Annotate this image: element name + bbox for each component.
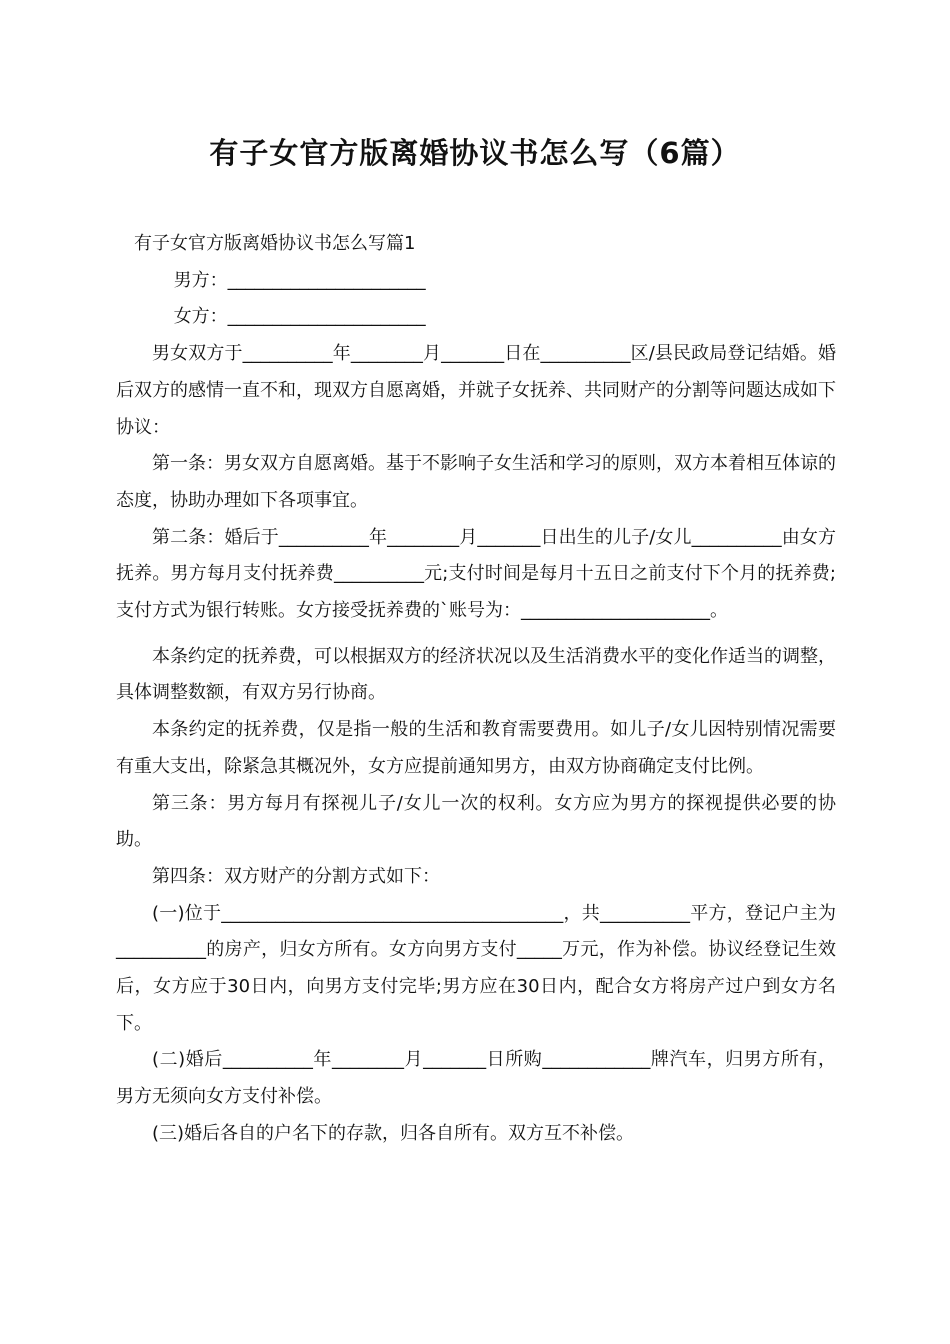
section-heading: 有子女官方版离婚协议书怎么写篇1: [134, 233, 416, 254]
paragraph-support-scope: 本条约定的抚养费，仅是指一般的生活和教育需要费用。如儿子/女儿因特别情况需要有重大支出，除紧急其概况外，女方应提前通知男方，由双方协商确定支付比例。: [116, 719, 836, 777]
document-title: 有子女官方版离婚协议书怎么写（6篇）: [209, 136, 741, 170]
paragraph-property-car: (二)婚后__________年________月_______日所购____________牌汽车，归男方所有，男方无须向女方支付补偿。: [116, 1049, 836, 1108]
paragraph-property-savings: (三)婚后各自的户名下的存款，归各自所有。双方互不补偿。: [152, 1122, 635, 1144]
paragraph-support-adjustment: 本条约定的抚养费，可以根据双方的经济状况以及生活消费水平的变化作适当的调整，具体调整数额，有双方另行协商。: [116, 645, 836, 704]
document-body: [116, 226, 836, 1153]
paragraph-intro: 男女双方于__________年________月_______日在__________区/县民政局登记结婚。婚后双方的感情一直不和，现双方自愿离婚，并就子女抚养、共同财产的分割等问题达成如下协议：: [116, 343, 836, 438]
paragraph-article-3: 第三条：男方每月有探视儿子/女儿一次的权利。女方应为男方的探视提供必要的协助。: [116, 792, 836, 851]
paragraph-property-house: (一)位于______________________________________，共__________平方，登记户主为__________的房产，归女方所有。女方向男方支付_____万元，作为补偿。协议经登记生效后，女方应于30日内，向男方支付完毕;男方应在30日内，配合女方将房产过户到女方名下。: [116, 902, 836, 1034]
paragraph-article-4: 第四条：双方财产的分割方式如下：: [152, 865, 440, 887]
husband-line: 男方：______________________: [173, 269, 426, 291]
paragraph-article-2: 第二条：婚后于__________年________月_______日出生的儿子/女儿__________由女方抚养。男方每月支付抚养费__________元;支付时间是每月十五日之前支付下个月的抚养费;支付方式为银行转账。女方接受抚养费的`账号为：_____________________。: [116, 526, 836, 622]
paragraph-article-1: 第一条：男女双方自愿离婚。基于不影响子女生活和学习的原则，双方本着相互体谅的态度，协助办理如下各项事宜。: [116, 453, 836, 511]
wife-line: 女方：______________________: [173, 306, 426, 328]
